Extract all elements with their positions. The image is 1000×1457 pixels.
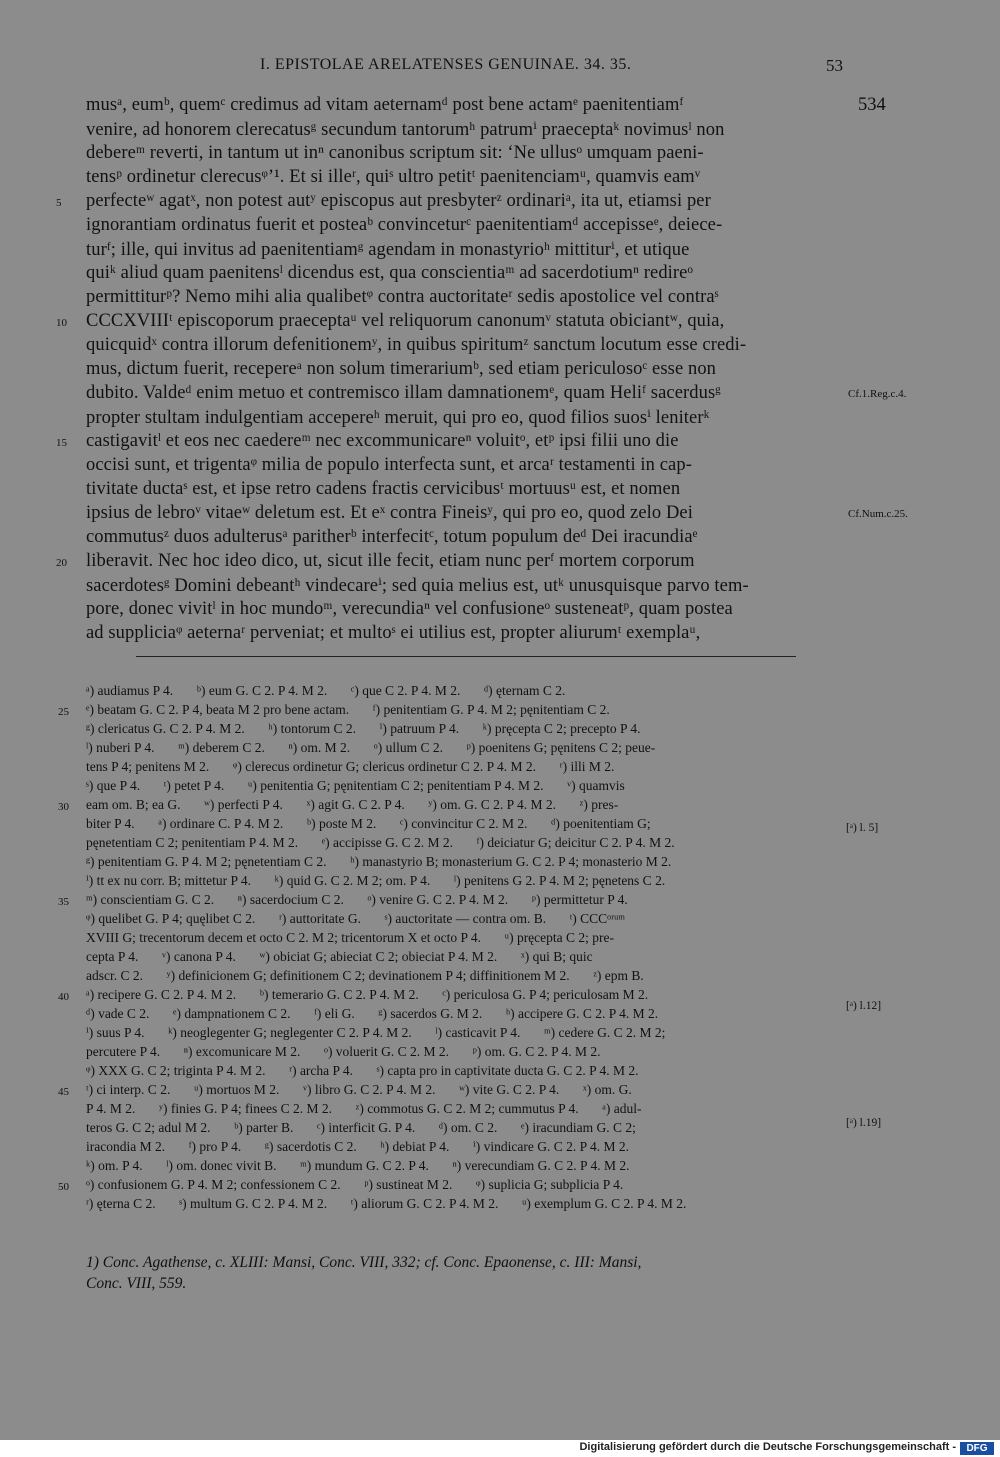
body-line: permittiturᵖ? Nemo mihi alia qualibetᵠ contra auctoritateʳ sedis apostolice vel contraˢ: [86, 287, 719, 307]
body-line: quiᵏ aliud quam paenitensˡ dicendus est, qua conscientiaᵐ ad sacerdotiumⁿ redireᵒ: [86, 263, 693, 283]
apparatus-line: ᵃ) audiamus P 4. ᵇ) eum G. C 2. P 4. M 2. ᶜ) que C 2. P 4. M 2. ᵈ) ęternam C 2.: [86, 683, 566, 698]
margin-scripture-ref: Cf.1.Reg.c.4.: [848, 388, 907, 400]
body-line: quicquidˣ contra illorum defenitionemʸ, in quibus spiritumᶻ sanctum locutum esse credi-: [86, 335, 747, 355]
body-line: pore, donec vivitˡ in hoc mundoᵐ, verecundiaⁿ vel confusioneᵒ susteneatᵖ, quam postea: [86, 599, 733, 619]
body-line: ipsius de lebroᵛ vitaeʷ deletum est. Et eˣ contra Fineisʸ, qui pro eo, quod zelo Dei: [86, 503, 693, 523]
apparatus-line: ᵐ) conscientiam G. C 2. ⁿ) sacerdocium C 2. ᵒ) venire G. C 2. P 4. M 2. ᵖ) permittetur P 4.: [86, 892, 628, 907]
body-line: debereᵐ reverti, in tantum ut inⁿ canonibus scriptum sit: ‘Ne ullusᵒ umquam paeni-: [86, 143, 704, 163]
apparatus-line: tens P 4; penitens M 2. ᵠ) clerecus ordinetur G; clericus ordinetur C 2. P 4. M 2. ʳ) illi M 2.: [86, 759, 615, 774]
line-number: 20: [56, 557, 67, 569]
body-line: ignorantiam ordinatus fuerit et posteaᵇ convinceturᶜ paenitentiamᵈ accepisseᵉ, deiece-: [86, 215, 723, 235]
apparatus-line: XVIII G; trecentorum decem et octo C 2. M 2; tricentorum X et octo P 4. ᵘ) pręcepta C 2; pre-: [86, 930, 615, 945]
body-line: venire, ad honorem clerecatusᵍ secundum tantorumʰ patrumⁱ praeceptaᵏ novimusˡ non: [86, 120, 725, 140]
line-number: 45: [58, 1086, 69, 1098]
apparatus-line: ˢ) que P 4. ᵗ) petet P 4. ᵘ) penitentia G; pęnitentiam C 2; penitentiam P 4. M 2. ᵛ) quamvis: [86, 778, 625, 793]
body-line: dubito. Valdeᵈ enim metuo et contremisco illam damnationemᵉ, quam Heliᶠ sacerdusᵍ: [86, 383, 721, 403]
running-header: [0, 56, 1000, 80]
separator-rule: [136, 656, 796, 657]
apparatus-line: ˡ) nuberi P 4. ᵐ) deberem C 2. ⁿ) om. M 2. ᵒ) ullum C 2. ᵖ) poenitens G; pęnitens C 2; peue-: [86, 740, 656, 755]
apparatus-line: ʳ) ęterna C 2. ˢ) multum G. C 2. P 4. M 2. ᵗ) aliorum G. C 2. P 4. M 2. ᵘ) exemplum G. C 2. P 4. M 2.: [86, 1196, 687, 1211]
apparatus-line: biter P 4. ᵃ) ordinare C. P 4. M 2. ᵇ) poste M 2. ᶜ) convincitur C 2. M 2. ᵈ) poenitentiam G;: [86, 816, 651, 831]
line-number: 40: [58, 991, 69, 1003]
body-line: sacerdotesᵍ Domini debeantʰ vindecareⁱ; sed quia melius est, utᵏ unusquisque parvo tem-: [86, 576, 749, 596]
apparatus-line: ᵈ) vade C 2. ᵉ) dampnationem C 2. ᶠ) eli G. ᵍ) sacerdos G. M 2. ʰ) accipere G. C 2. P 4. M 2.: [86, 1006, 659, 1021]
header-title: I. EPISTOLAE ARELATENSES GENUINAE. 34. 35.: [260, 56, 632, 73]
apparatus-line: eam om. B; ea G. ʷ) perfecti P 4. ˣ) agit G. C 2. P 4. ʸ) om. G. C 2. P 4. M 2. ᶻ) pres-: [86, 797, 619, 812]
body-line: mus, dictum fuerit, recepereᵃ non solum timerariumᵇ, sed etiam periculosoᶜ esse non: [86, 359, 717, 379]
line-number: 30: [58, 801, 69, 813]
apparatus-line: ⁱ) tt ex nu corr. B; mittetur P 4. ᵏ) quid G. C 2. M 2; om. P 4. ˡ) penitens G 2. P 4. M 2; pęnetens C 2.: [86, 873, 666, 888]
apparatus-line: cepta P 4. ᵛ) canona P 4. ʷ) obiciat G; abieciat C 2; obieciat P 4. M 2. ˣ) qui B; quic: [86, 949, 593, 964]
apparatus-margin-ref: [ᵃ) l.12]: [846, 1000, 882, 1012]
apparatus-line: ᵠ) quelibet G. P 4; quęlibet C 2. ʳ) auttoritate G. ˢ) auctoritate — contra om. B. ᵗ) CCCᵒʳᵘᵐ: [86, 911, 626, 926]
line-number: 50: [58, 1181, 69, 1193]
body-line: perfecteʷ agatˣ, non potest autʸ episcopus aut presbyterᶻ ordinariᵃ, ita ut, etiamsi per: [86, 191, 711, 211]
body-line: tensᵖ ordinetur clerecusᵠ’¹. Et si illeʳ, quiˢ ultro petitᵗ paenitenciamᵘ, quamvis eamᵛ: [86, 167, 701, 187]
page-number: 53: [826, 56, 843, 75]
line-number: 15: [56, 437, 67, 449]
body-line: tivitate ductaˢ est, et ipse retro cadens fractis cervicibusᵗ mortuusᵘ est, et nomen: [86, 479, 681, 499]
apparatus-line: ᵍ) clericatus G. C 2. P 4. M 2. ʰ) tontorum C 2. ⁱ) patruum P 4. ᵏ) pręcepta C 2; precepto P 4.: [86, 721, 641, 736]
body-line: castigavitˡ et eos nec caedereᵐ nec excommunicareⁿ voluitᵒ, etᵖ ipsi filii uno die: [86, 431, 679, 451]
body-line: CCCXVIIIᵗ episcoporum praeceptaᵘ vel reliquorum canonumᵛ statuta obiciantʷ, quia,: [86, 311, 725, 331]
body-line: liberavit. Nec hoc ideo dico, ut, sicut ille fecit, etiam nunc perᶠ mortem corporum: [86, 551, 695, 571]
apparatus-line: percutere P 4. ⁿ) excomunicare M 2. ᵒ) voluerit G. C 2. M 2. ᵖ) om. G. C 2. P 4. M 2.: [86, 1044, 601, 1059]
body-line: commutusᶻ duos adulterusᵃ paritherᵇ interfecitᶜ, totum populum deᵈ Dei iracundiaᵉ: [86, 527, 698, 547]
apparatus-line: ᵉ) beatam G. C 2. P 4, beata M 2 pro bene actam. ᶠ) penitentiam G. P 4. M 2; pęnitentiam C 2.: [86, 702, 610, 717]
apparatus-line: ᵗ) ci interp. C 2. ᵘ) mortuos M 2. ᵛ) libro G. C 2. P 4. M 2. ʷ) vite G. C 2. P 4. ˣ) om. G.: [86, 1082, 632, 1097]
apparatus-margin-ref: [ᵃ) l. 5]: [846, 822, 879, 834]
line-number: 5: [56, 197, 62, 209]
body-line: musᵃ, eumᵇ, quemᶜ credimus ad vitam aeternamᵈ post bene actamᵉ paenitentiamᶠ: [86, 95, 684, 115]
apparatus-line: ᵒ) confusionem G. P 4. M 2; confessionem C 2. ᵖ) sustineat M 2. ᵠ) suplicia G; subplicia P 4.: [86, 1177, 624, 1192]
body-line: turᶠ; ille, qui invitus ad paenitentiamᵍ agendam in monastyrioʰ mittiturⁱ, et utique: [86, 240, 690, 260]
body-line: propter stultam indulgentiam accepereʰ meruit, qui pro eo, quod filios suosⁱ leniterᵏ: [86, 408, 710, 428]
margin-scripture-ref: Cf.Num.c.25.: [848, 508, 908, 520]
apparatus-line: ᵠ) XXX G. C 2; triginta P 4. M 2. ʳ) archa P 4. ˢ) capta pro in captivitate ducta G. C 2. P 4. M 2.: [86, 1063, 639, 1078]
dfg-logo[interactable]: DFG: [960, 1442, 994, 1455]
apparatus-line: adscr. C 2. ʸ) definicionem G; definitionem C 2; devinationem P 4; diffinitionem M 2. ᶻ) epm B.: [86, 968, 644, 983]
apparatus-line: iracondia M 2. ᶠ) pro P 4. ᵍ) sacerdotis C 2. ʰ) debiat P 4. ⁱ) vindicare G. C 2. P 4. M 2.: [86, 1139, 629, 1154]
body-line: ad suppliciaᵠ aeternaʳ perveniat; et multoˢ ei utilius est, propter aliurumᵗ exemplaᵘ,: [86, 623, 701, 643]
apparatus-line: P 4. M 2. ʸ) finies G. P 4; finees C 2. M 2. ᶻ) commotus G. C 2. M 2; cummutus P 4. ᵃ) adul-: [86, 1101, 642, 1116]
source-footnote: Conc. VIII, 559.: [86, 1275, 187, 1292]
apparatus-line: ᵃ) recipere G. C 2. P 4. M 2. ᵇ) temerario G. C 2. P 4. M 2. ᶜ) periculosa G. P 4; periculosam M 2.: [86, 987, 649, 1002]
funding-notice: Digitalisierung gefördert durch die Deutsche Forschungsgemeinschaft -: [579, 1441, 956, 1453]
digitization-footer: [0, 1440, 1000, 1457]
line-number: 25: [58, 706, 69, 718]
line-number: 35: [58, 896, 69, 908]
apparatus-margin-ref: [ᵃ) l.19]: [846, 1117, 882, 1129]
apparatus-line: ᵏ) om. P 4. ˡ) om. donec vivit B. ᵐ) mundum G. C 2. P 4. ⁿ) verecundiam G. C 2. P 4. M 2.: [86, 1158, 630, 1173]
apparatus-line: teros G. C 2; adul M 2. ᵇ) parter B. ᶜ) interficit G. P 4. ᵈ) om. C 2. ᵉ) iracundiam G. C 2;: [86, 1120, 636, 1135]
margin-page-ref: 534: [858, 95, 886, 115]
line-number: 10: [56, 317, 67, 329]
apparatus-line: pęnetentiam C 2; penitentiam P 4. M 2. ᵉ) accipisse G. C 2. M 2. ᶠ) deiciatur G; deicitur C 2. P 4. M 2.: [86, 835, 675, 850]
source-footnote: 1) Conc. Agathense, c. XLIII: Mansi, Conc. VIII, 332; cf. Conc. Epaonense, c. III: Mansi,: [86, 1254, 642, 1271]
apparatus-line: ⁱ) suus P 4. ᵏ) neoglegenter G; neglegenter C 2. P 4. M 2. ˡ) casticavit P 4. ᵐ) cedere G. C 2. M 2;: [86, 1025, 666, 1040]
body-line: occisi sunt, et trigentaᵠ milia de populo interfecta sunt, et arcaʳ testamenti in cap-: [86, 455, 692, 475]
apparatus-line: ᵍ) penitentiam G. P 4. M 2; pęnetentiam C 2. ʰ) manastyrio B; monasterium G. C 2. P 4; monasterio M 2.: [86, 854, 672, 869]
